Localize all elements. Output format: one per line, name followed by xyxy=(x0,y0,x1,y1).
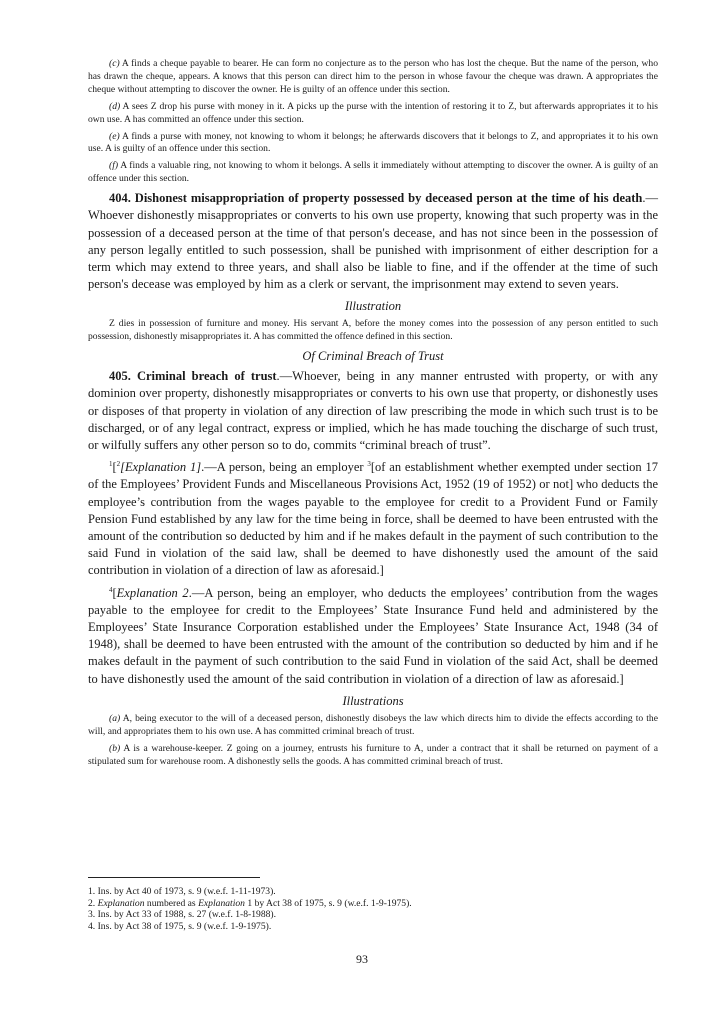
illustration-d: (d) A sees Z drop his purse with money in it. A picks up the purse with the intention of restoring it to Z, but afterwards appropriates it to his own use. A has committed an offence under this section. xyxy=(88,100,658,125)
footnote-2: 2. Explanation numbered as Explanation 1 by Act 38 of 1975, s. 9 (w.e.f. 1-9-1975). xyxy=(88,897,412,909)
footnote-ref-1: 1 xyxy=(109,460,113,469)
illustration-c: (c) A finds a cheque payable to bearer. He can form no conjecture as to the person who has lost the cheque. But the name of the person, who has drawn the cheque, appears. A knows that this person can direct him to the person in whose favour the cheque was drawn. A appropriates the cheque without attempting to discover the owner. He is guilty of an offence under this section. xyxy=(88,58,658,95)
section-405 xyxy=(88,368,658,454)
chapter-heading: Of Criminal Breach of Trust xyxy=(302,349,444,364)
footnotes xyxy=(88,886,658,932)
footnote-4: 4. Ins. by Act 38 of 1975, s. 9 (w.e.f. 1-9-1975). xyxy=(88,920,272,932)
document-page xyxy=(88,58,658,772)
section-405-heading: 405. Criminal breach of trust xyxy=(109,369,277,384)
footnote-divider xyxy=(88,877,260,878)
section-404-text: .—Whoever dishonestly misappropriates or converts to his own use property, knowing that such property was in the possession of a deceased person at the time of that person's decease, and has not since been in the possession of any person legally entitled to such possession, shall be punished with imprisonment of either description for a term which may extend to three years, and shall also be liable to fine, and if the offender at the time of such person's decease was employed by him as a clerk or servant, the imprisonment may extend to seven years. xyxy=(88,191,658,292)
footnote-ref-2: 2 xyxy=(116,460,121,469)
section-404-illustration: Z dies in possession of furniture and money. His servant A, before the money comes into the possession of any person entitled to such possession, dishonestly misappropriates it. A has committed the offence defined in this section. xyxy=(88,318,658,343)
section-404-heading: 404. Dishonest misappropriation of property possessed by deceased person at the time of his death xyxy=(109,191,643,206)
illustration-e: (e) A finds a purse with money, not knowing to whom it belongs; he afterwards discovers that it belongs to Z, and appropriates it to his own use. A is guilty of an offence under this section. xyxy=(88,130,658,155)
explanation-2: $^4$[Explanation 2.—A person, being an employer, who deducts the employees’ contribution from the wages payable to the employee for credit to the Employees’ State Insurance Fund held and administered by the Employees’ State Insurance Corporation established under the Employees’ State Insurance Act, 1948 (34 of 1948), shall be deemed to have been entrusted with the amount of the contribution so deducted by him and if he makes default in the payment of such contribution to the said Fund in violation of the said Act, shall be deemed to have dishonestly used the amount of the said contribution in violation of a direction of law as aforesaid.] xyxy=(88,585,658,686)
explanation-2-label: Explanation 2 xyxy=(116,585,189,600)
section-405-illustration-b: (b) A is a warehouse-keeper. Z going on a journey, entrusts his furniture to A, under a contract that it shall be returned on payment of a stipulated sum for warehouse room. A dishonestly sells the goods. A has committed criminal breach of trust. xyxy=(88,742,658,767)
illustration-f: (f) A finds a valuable ring, not knowing to whom it belongs. A sells it immediately without attempting to discover the owner. A is guilty of an offence under this section. xyxy=(88,160,658,185)
section-404-illustration-heading: Illustration xyxy=(344,299,402,314)
section-405-illustrations-heading: Illustrations xyxy=(342,693,404,708)
explanation-1: $^1$[$^2$[Explanation 1].—A person, being an employer $^3$[of an establishment whether exempted under section 17 of the Employees’ Provident Funds and Miscellaneous Provisions Act, 1952 (19 of 1952) or not] who deducts the employee’s contribution from the wages payable to the employee for credit to a Provident Fund or Family Pension Fund established by any law for the time being in force, shall be deemed to have been entrusted with the amount of the contribution so deducted by him and if he makes default in the payment of such contribution to the said Fund in violation of the said law, shall be deemed to have dishonestly used the amount of the said contribution in violation of a direction of law as aforesaid.] xyxy=(88,460,658,578)
footnote-3: 3. Ins. by Act 33 of 1988, s. 27 (w.e.f. 1-8-1988). xyxy=(88,909,277,921)
section-405-text: .—Whoever, being in any manner entrusted with property, or with any dominion over property, dishonestly misappropriates or converts to his own use that property, or dishonestly uses or disposes of that property in violation of any direction of law prescribing the mode in which such trust is to be discharged, or of any legal contract, express or implied, which he has made touching the discharge of such trust, or wilfully suffers any other person so to do, commits “criminal breach of trust”. xyxy=(88,369,658,452)
footnote-ref-3: 3 xyxy=(367,460,371,469)
explanation-1-label: [Explanation 1] xyxy=(120,460,202,475)
page-number: 93 xyxy=(356,952,368,966)
footnote-1: 1. Ins. by Act 40 of 1973, s. 9 (w.e.f. 1-11-1973). xyxy=(88,886,276,897)
section-404 xyxy=(88,190,658,293)
section-405-illustration-a: (a) A, being executor to the will of a deceased person, dishonestly disobeys the law which directs him to divide the effects according to the will, and appropriates them to his own use. A has committed criminal breach of trust. xyxy=(88,712,658,737)
footnote-ref-4: 4 xyxy=(109,585,113,594)
